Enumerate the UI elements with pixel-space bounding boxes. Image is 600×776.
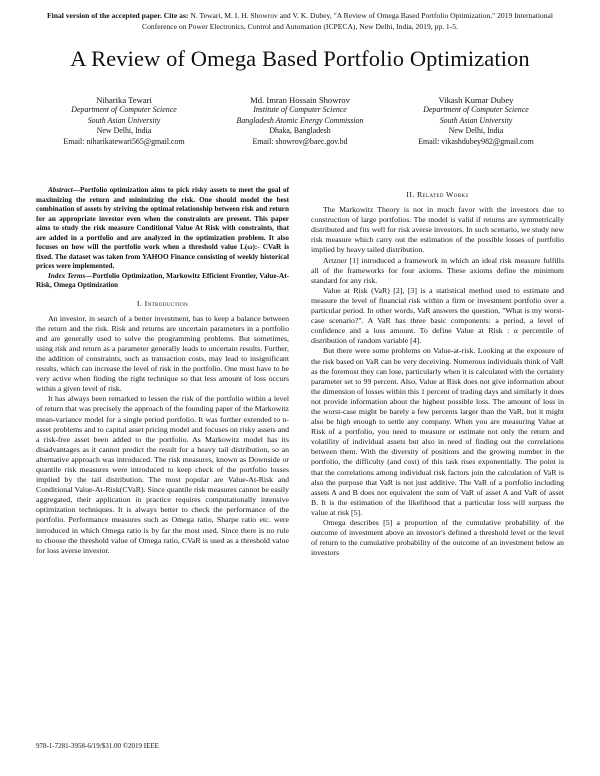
left-column [36, 186, 289, 556]
author-city: New Delhi, India [448, 126, 504, 136]
author-organization: South Asian University [439, 115, 513, 125]
author-department: Institute of Computer Science [253, 105, 347, 115]
citation-notice-lead: Final version of the accepted paper. Cite as: [46, 11, 189, 20]
author-email: Email: showrov@baec.gov.bd [252, 136, 348, 146]
citation-notice [36, 11, 564, 32]
index-terms-label: Index Terms [48, 271, 86, 280]
abstract-text: —Portfolio optimization aims to pick risky assets to meet the goal of maximizing the return and minimizing the risk. One should model the best combination of assets by striving the optimal relationship between risk and return for an appropriate investor even when the constraints are present. This paper aims to study the risk measure Conditional Value At Risk with constraints, that are added in a portfolio and are analyzed in the optimization problem. It also focuses on how will the portfolio work when a threshold value L(ω):- CVaR is fixed. The dataset was taken from YAHOO Finance consisting of weekly historical prices were implemented. [36, 186, 289, 270]
section-title: Introduction [144, 298, 189, 308]
author-name: Md. Imran Hossain Showrov [250, 95, 350, 105]
right-column [311, 186, 564, 558]
paragraph: But there were some problems on Value-at-risk. Looking at the exposure of the risk based on VaR can be very deceiving. Numerous individuals think of VaR as the foremost they can lose, particularly when it is calculated with the certainty parameter set to 99 percent. Also, Value at Risk does not give information about the dimension of losses within this 1 percent of trading days and similarly it does not provide information about the highest possible loss. The amount of loss in the worst-case might be barely a few percents larger than the VaR, but it might also be high enough to settle any company. When you are measuring Value at Risk of a portfolio, you need to measure or estimate not only the return and volatility of individual assets but also in need of finding out the correlations between them. With the diversity of positions and the growing number in the portfolio, the difficulty (and cost) of this task rises exponentially. The point is that the correlations among individual risk factors join the calculation of VaR is also the purpose that VaR is not just additive. The VaR of a portfolio including assets A and B does not equivalent the sum of VaR of asset A and VaR of asset B. It is the estimation of the likelihood that a particular loss will surpass the value at risk [5]. [311, 346, 564, 517]
author-block-3 [388, 95, 564, 147]
author-email: Email: vikashdubey982@gmail.com [418, 136, 534, 146]
author-block-1 [36, 95, 212, 147]
section-heading-introduction [36, 299, 289, 309]
author-city: New Delhi, India [96, 126, 152, 136]
citation-notice-text: N. Tewari, M. I. H. Showrov and V. K. Dubey, "A Review of Omega Based Portfolio Optimization," 2019 International Conference on Power Electronics, Control and Automation (ICPECA), New Delhi, India, 2019, pp. 1-5. [142, 11, 554, 31]
paragraph: The Markowitz Theory is not in much favor with the investors due to construction of large portfolios. The model is valid if returns are symmetrically distributed and fits well for risk averse investors. In such scenario, we study new risk measure which carry out the estimation of the possible losses of portfolio implied by heavy tailed distribution. [311, 205, 564, 255]
paragraph: Value at Risk (VaR) [2], [3] is a statistical method used to estimate and measure the level of financial risk within a firm or investment portfolio over a particular period. In other words, VaR answers the question, "What is my worst-case scenario?". A VaR has three basic components: a period, a level of confidence and a loss amount. To define Value at Risk : α percentile of distribution of random variable [4]. [311, 285, 564, 346]
section-number: II. [406, 190, 415, 199]
index-terms-text: —Portfolio Optimization, Markowitz Efficient Frontier, Value-At-Risk, Omega Optimization [36, 271, 289, 289]
author-department: Department of Computer Science [71, 105, 177, 115]
author-organization: Bangladesh Atomic Energy Commission [236, 115, 364, 125]
author-city: Dhaka, Bangladesh [269, 126, 331, 136]
paragraph: It has always been remarked to lessen the risk of the portfolio within a level of return that was precisely the approach of the founding paper of the Markowitz mean-variance model for a single period portfolio. It was further extended to n-asset problems and to capital asset pricing model and focuses on risky assets and a risk-free asset been added to the portfolio. As Markowitz model has its disadvantages as it cannot predict the result for a heavy tail distribution, so an alternative approach was introduced. The risk measures, known as Downside or quantile risk measures were introduced to keep check of the portfolio losses implied by the tail distribution. The most popular are Value-At-Risk and Conditional Value-At-Risk(CVaR). Since quantile risk measures cannot be easily aggregated, their application in practice requires computationally intensive optimization techniques. It is always better to check the performance of the portfolio. Performance measures such as Omega ratio, Sharpe ratio etc. were introduced in which Omega ratio is by far the most used. Since there is no rule to choose the threshold value of Omega ratio, CVaR is used as a threshold value for loss averse investor. [36, 394, 289, 555]
author-name: Vikash Kumar Dubey [438, 95, 514, 105]
abstract-label: Abstract [48, 186, 73, 194]
paper-title: A Review of Omega Based Portfolio Optimization [70, 46, 530, 71]
author-organization: South Asian University [87, 115, 161, 125]
author-email: Email: niharikatewari565@gmail.com [63, 136, 185, 146]
section-number: I. [136, 298, 143, 308]
copyright-footer: 978-1-7281-3958-6/19/$31.00 ©2019 IEEE [36, 742, 159, 750]
author-department: Department of Computer Science [423, 105, 529, 115]
section-heading-related-works [311, 190, 564, 200]
author-name: Niharika Tewari [96, 95, 152, 105]
author-block-2 [212, 95, 388, 147]
paragraph: An investor, in search of a better investment, has to keep a balance between the return and the risk. Risk and returns are uncertain parameters in a portfolio and are generally used to solve the programming problems. But sometimes, using risk and return as a parameter generally leads to uncertain results. Further, the addition of constraints, such as transaction costs, may lead to insignificant results, which can increase the level of risk in the portfolio. One must have to be very active when finding the right technique so that less amount of loss occurs within a given level of risk. [36, 313, 289, 394]
section-title: Related Works [416, 190, 469, 199]
paragraph: Omega describes [5] a proportion of the cumulative probability of the outcome of investment above an investor's defined a threshold level or the level of return to the cumulative probability of the outcome of an investment below an investors [311, 518, 564, 558]
index-terms [36, 272, 289, 291]
paragraph: Artzner [1] introduced a framework in which an ideal risk measure fulfills all of the frameworks for four axioms. These axioms define the minimum standard for any risk. [311, 255, 564, 285]
abstract [36, 186, 289, 272]
